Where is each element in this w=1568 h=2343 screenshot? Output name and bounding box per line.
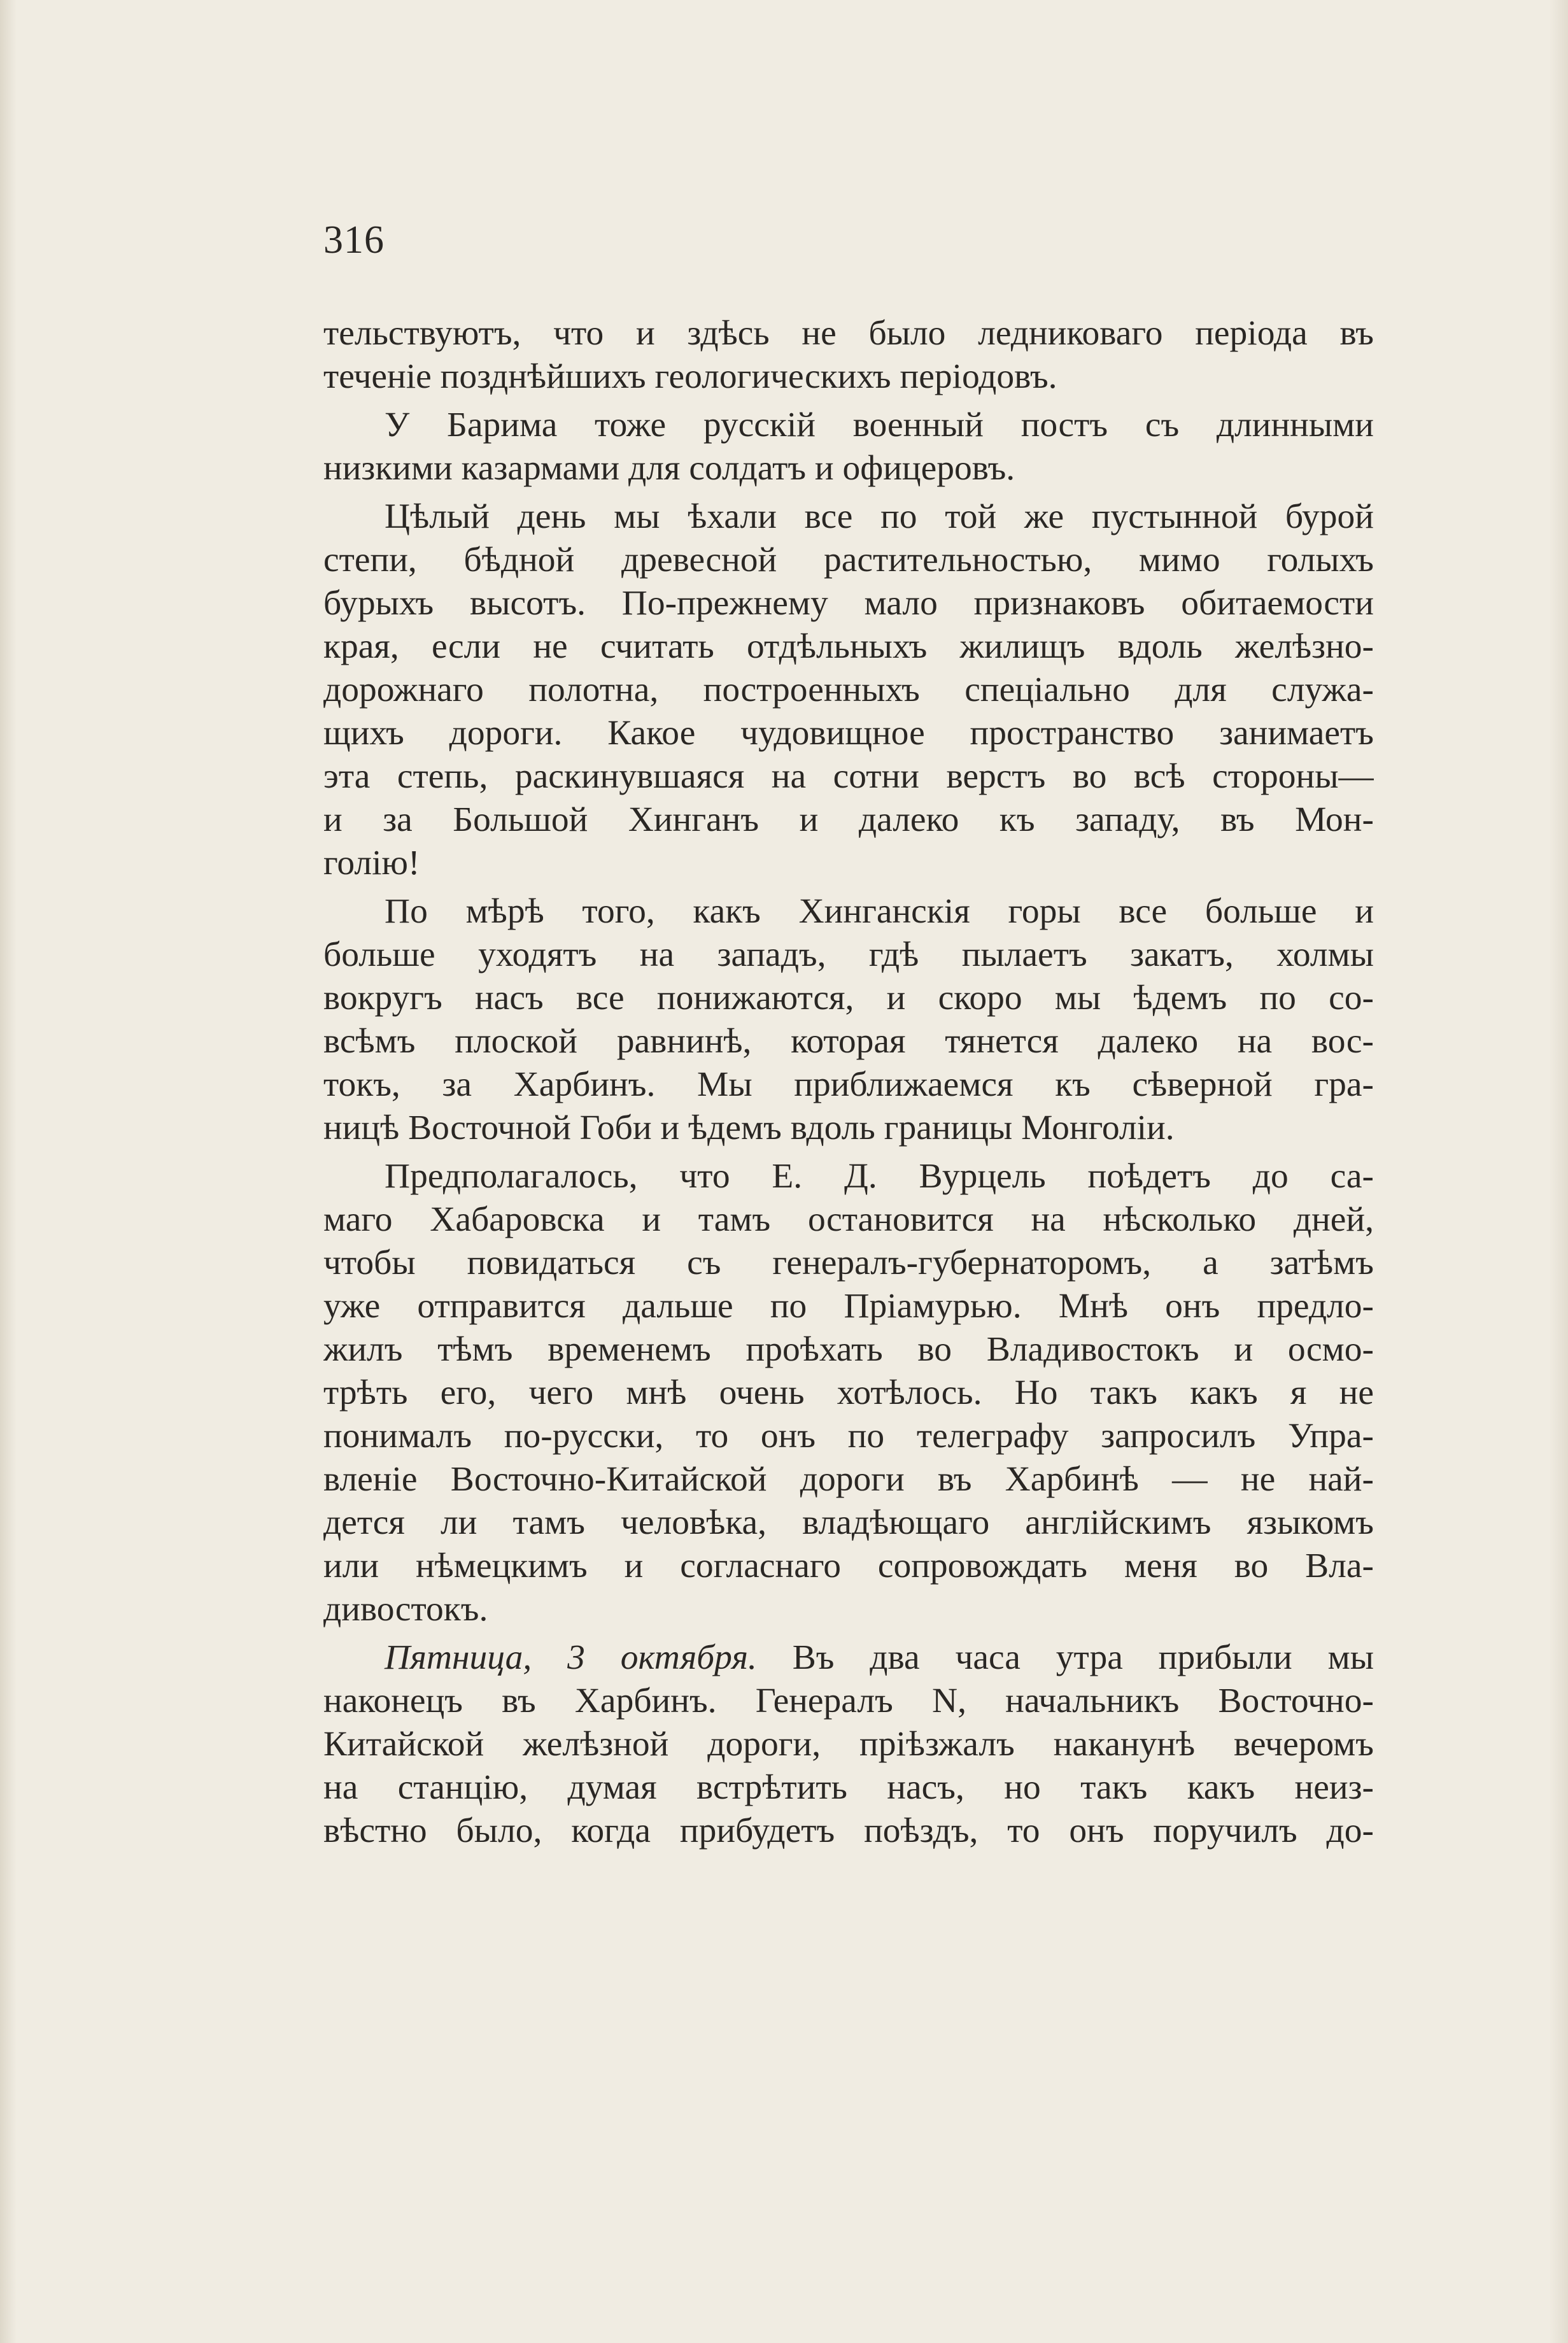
text-line: и за Большой Хинганъ и далеко къ западу, въ Мон- (323, 800, 1374, 839)
text-line: на станцію, думая встрѣтить насъ, но такъ какъ неиз- (323, 1768, 1374, 1807)
text-line: вокругъ насъ все понижаются, и скоро мы ѣдемъ по со- (323, 979, 1374, 1017)
page-body-text (323, 312, 1374, 1853)
text-line: низкими казармами для солдатъ и офицеровъ. (323, 449, 1015, 488)
page-edge-shadow (1549, 0, 1568, 2343)
text-line: наконецъ въ Харбинъ. Генералъ N, начальникъ Восточно- (323, 1681, 1374, 1720)
text-line: вѣстно было, когда прибудетъ поѣздъ, то онъ поручилъ до- (323, 1811, 1374, 1850)
page-number: 316 (323, 218, 385, 262)
text-line: У Барима тоже русскій военный постъ съ длинными (385, 406, 1374, 444)
text-line: дивостокъ. (323, 1590, 488, 1629)
text-line: эта степь, раскинувшаяся на сотни верстъ во всѣ стороны— (323, 757, 1374, 796)
text-line: маго Хабаровска и тамъ остановится на нѣсколько дней, (323, 1200, 1374, 1239)
text-line: голію! (323, 844, 420, 882)
text-line: По мѣрѣ того, какъ Хинганскія горы все больше и (385, 892, 1374, 931)
text-line: края, если не считать отдѣльныхъ жилищъ вдоль желѣзно- (323, 627, 1374, 666)
text-line: вленіе Восточно-Китайской дороги въ Харбинѣ — не най- (323, 1460, 1374, 1499)
text-line: дорожнаго полотна, построенныхъ спеціально для служа- (323, 670, 1374, 709)
text-line: понималъ по-русски, то онъ по телеграфу запросилъ Упра- (323, 1417, 1374, 1455)
text-line: бурыхъ высотъ. По-прежнему мало признаковъ обитаемости (323, 584, 1374, 623)
text-line: трѣть его, чего мнѣ очень хотѣлось. Но такъ какъ я не (323, 1373, 1374, 1412)
text-line: чтобы повидаться съ генералъ-губернаторомъ, а затѣмъ (323, 1243, 1374, 1282)
text-line: степи, бѣдной древесной растительностью, мимо голыхъ (323, 541, 1374, 579)
text-line: или нѣмецкимъ и согласнаго сопровождать меня во Вла- (323, 1547, 1374, 1585)
text-line: токъ, за Харбинъ. Мы приближаемся къ сѣверной гра- (323, 1065, 1374, 1104)
text-line: больше уходятъ на западъ, гдѣ пылаетъ закатъ, холмы (323, 935, 1374, 974)
text-line: щихъ дороги. Какое чудовищное пространство занимаетъ (323, 714, 1374, 753)
text-line-rest: Въ два часа утра прибыли мы (756, 1638, 1374, 1677)
text-line: теченіе позднѣйшихъ геологическихъ періодовъ. (323, 357, 1057, 396)
text-line: уже отправится дальше по Пріамурью. Мнѣ онъ предло- (323, 1287, 1374, 1326)
text-line: всѣмъ плоской равнинѣ, которая тянется далеко на вос- (323, 1022, 1374, 1061)
text-line: ницѣ Восточной Гоби и ѣдемъ вдоль границы Монголіи. (323, 1108, 1175, 1147)
diary-entry-first-line (323, 1636, 1374, 1680)
text-line: тельствуютъ, что и здѣсь не было ледниковаго періода въ (323, 314, 1374, 353)
text-line: дется ли тамъ человѣка, владѣющаго англійскимъ языкомъ (323, 1503, 1374, 1542)
text-line: жилъ тѣмъ временемъ проѣхать во Владивостокъ и осмо- (323, 1330, 1374, 1369)
text-line: Китайской желѣзной дороги, пріѣзжалъ наканунѣ вечеромъ (323, 1725, 1374, 1764)
diary-date-heading: Пятница, 3 октября. (385, 1638, 757, 1677)
text-line: Предполагалось, что Е. Д. Вурцель поѣдетъ до са- (385, 1157, 1374, 1196)
page-gutter-shadow (0, 0, 17, 2343)
text-line: Цѣлый день мы ѣхали все по той же пустынной бурой (385, 497, 1374, 536)
